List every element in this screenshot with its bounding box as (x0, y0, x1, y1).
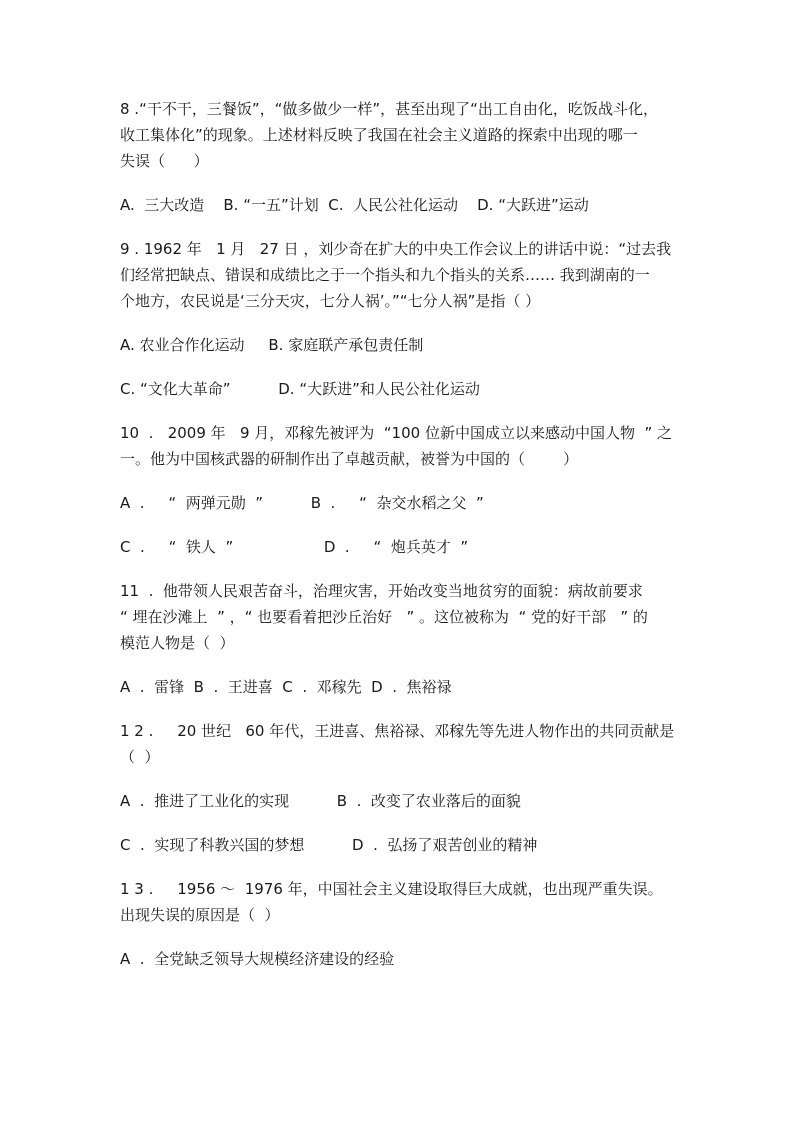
answer-options: A. 三大改造 B. “一五”计划 C. 人民公社化运动 D. “大跃进”运动 (120, 196, 589, 214)
question-text: 个地方，农民说是‘三分天灾，七分人祸’。”“七分人祸”是指（ ） (120, 292, 541, 310)
answer-options: A . 全党缺乏领导大规模经济建设的经验 (120, 950, 395, 968)
question-12 (120, 718, 680, 858)
question-text: 8 .“干不干，三餐饭”，“做多做少一样”，甚至出现了“出工自由化，吃饭战斗化， (120, 100, 658, 118)
question-text: 一。他为中国核武器的研制作出了卓越贡献，被誉为中国的（ ） (120, 450, 579, 468)
question-text: “ 埋在沙滩上 ” ，“ 也要看着把沙丘治好 ” 。这位被称为 “ 党的好干部 ” 的 (120, 608, 648, 626)
question-8 (120, 96, 680, 218)
question-text: 模范人物是（ ） (120, 634, 235, 652)
answer-options: C . “ 铁人 ” D . “ 炮兵英才 ” (120, 538, 469, 556)
answer-options: A . “ 两弹元勋 ” B . “ 杂交水稻之父 ” (120, 494, 484, 512)
question-text: 9 . 1962 年 1 月 27 日 ，刘少奇在扩大的中央工作会议上的讲话中说：“过去我 (120, 240, 672, 258)
question-text: 收工集体化”的现象。上述材料反映了我国在社会主义道路的探索中出现的哪一 (120, 126, 638, 144)
question-text: （ ） (120, 748, 160, 766)
question-text: 10 . 2009 年 9 月，邓稼先被评为 “100 位新中国成立以来感动中国人物 ” 之 (120, 424, 673, 442)
answer-options: A. 农业合作化运动 B. 家庭联产承包责任制 (120, 336, 424, 354)
question-10 (120, 420, 680, 560)
question-text: 出现失误的原因是（ ） (120, 906, 280, 924)
question-11 (120, 578, 680, 700)
answer-options: A . 雷锋 B . 王进喜 C . 邓稼先 D . 焦裕禄 (120, 678, 452, 696)
answer-options: C. “文化大革命” D. “大跃进”和人民公社化运动 (120, 380, 480, 398)
question-text: 11 . 他带领人民艰苦奋斗，治理灾害，开始改变当地贫穷的面貌：病故前要求 (120, 582, 643, 600)
question-text: 失误（ ） (120, 152, 209, 170)
answer-options: C . 实现了科教兴国的梦想 D . 弘扬了艰苦创业的精神 (120, 836, 538, 854)
question-text: 们经常把缺点、错误和成绩比之于一个指头和九个指头的关系…… 我到湖南的一 (120, 266, 650, 284)
answer-options: A . 推进了工业化的实现 B . 改变了农业落后的面貌 (120, 792, 521, 810)
document-page (120, 96, 680, 972)
question-13 (120, 876, 680, 972)
question-text: 1 3 . 1956 ～ 1976 年，中国社会主义建设取得巨大成就，也出现严重失误。 (120, 880, 663, 898)
question-9 (120, 236, 680, 402)
question-text: 1 2 . 20 世纪 60 年代，王进喜、焦裕禄、邓稼先等先进人物作出的共同贡献是 (120, 722, 675, 740)
